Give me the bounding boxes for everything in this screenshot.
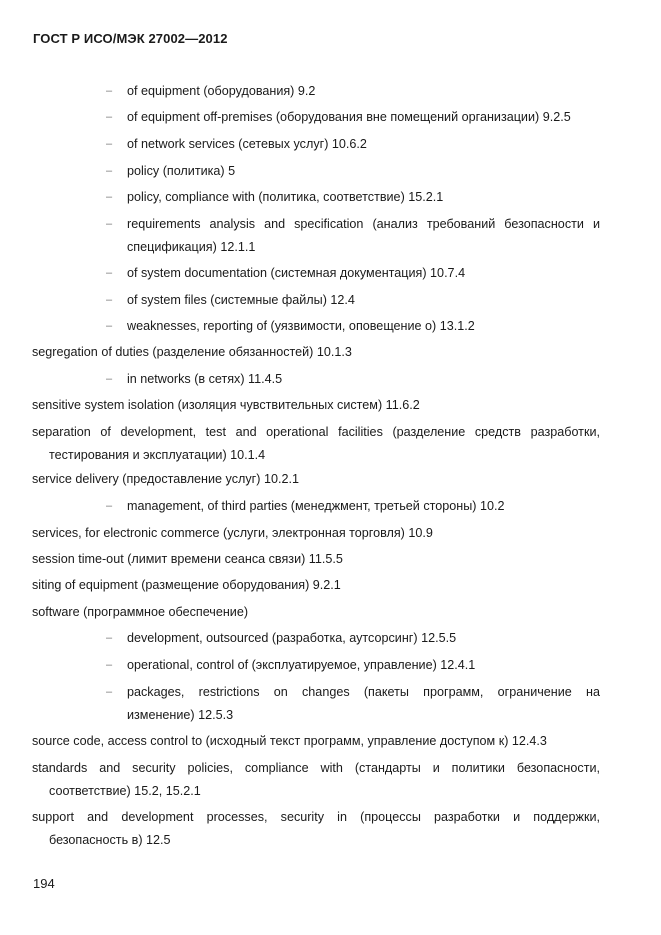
index-entry bbox=[32, 757, 600, 803]
index-entry bbox=[32, 341, 600, 364]
subentry-text: of equipment (оборудования) 9.2 bbox=[127, 84, 316, 98]
entry-text: separation of development, test and operational facilities (разделение средств разработки, bbox=[32, 425, 600, 439]
subentry-text-block bbox=[127, 654, 600, 677]
subentry-text-block bbox=[127, 186, 600, 209]
entry-continuation: тестирования и эксплуатации) 10.1.4 bbox=[49, 448, 266, 462]
dash-marker: – bbox=[106, 111, 113, 123]
dash-marker: – bbox=[106, 632, 113, 644]
subentry-text: policy, compliance with (политика, соответствие) 15.2.1 bbox=[127, 190, 444, 204]
subentry-text-block bbox=[127, 315, 600, 338]
entry-continuation: безопасность в) 12.5 bbox=[49, 833, 171, 847]
page-number: 194 bbox=[33, 876, 55, 891]
index-entry bbox=[32, 574, 600, 597]
index-entry bbox=[32, 548, 600, 571]
subentry-text-block bbox=[127, 289, 600, 312]
subentry-text: packages, restrictions on changes (пакеты программ, ограничение на bbox=[127, 685, 600, 699]
dash-marker: – bbox=[106, 294, 113, 306]
subentry-text-block bbox=[127, 213, 600, 259]
entry-text: software (программное обеспечение) bbox=[32, 605, 249, 619]
index-entry bbox=[32, 394, 600, 417]
entry-text: support and development processes, security in (процессы разработки и поддержки, bbox=[32, 810, 600, 824]
index-entry bbox=[32, 601, 600, 624]
subentry-text: in networks (в сетях) 11.4.5 bbox=[127, 372, 283, 386]
entry-text: standards and security policies, compliance with (стандарты и политики безопасности, bbox=[32, 761, 600, 775]
subentry-text: weaknesses, reporting of (уязвимости, оповещение о) 13.1.2 bbox=[127, 319, 475, 333]
subentry-text-block bbox=[127, 160, 600, 183]
subentry-text: development, outsourced (разработка, аутсорсинг) 12.5.5 bbox=[127, 631, 457, 645]
document-header: ГОСТ Р ИСО/МЭК 27002—2012 bbox=[33, 31, 228, 46]
subentry-text: policy (политика) 5 bbox=[127, 164, 236, 178]
dash-marker: – bbox=[106, 165, 113, 177]
dash-marker: – bbox=[106, 373, 113, 385]
entry-text: source code, access control to (исходный текст программ, управление доступом к) 12.4.3 bbox=[32, 734, 547, 748]
subentry-text-block bbox=[127, 106, 600, 129]
subentry-text-block bbox=[127, 368, 600, 391]
subentry-continuation: спецификация) 12.1.1 bbox=[127, 240, 256, 254]
dash-marker: – bbox=[106, 191, 113, 203]
subentry-text-block bbox=[127, 133, 600, 156]
subentry-text-block bbox=[127, 681, 600, 727]
dash-marker: – bbox=[106, 686, 113, 698]
entry-text: services, for electronic commerce (услуги, электронная торговля) 10.9 bbox=[32, 526, 433, 540]
entry-text: siting of equipment (размещение оборудования) 9.2.1 bbox=[32, 578, 341, 592]
subentry-text: operational, control of (эксплуатируемое, управление) 12.4.1 bbox=[127, 658, 476, 672]
subentry-text: of network services (сетевых услуг) 10.6.2 bbox=[127, 137, 367, 151]
index-entry bbox=[32, 522, 600, 545]
entry-continuation: соответствие) 15.2, 15.2.1 bbox=[49, 784, 201, 798]
dash-marker: – bbox=[106, 659, 113, 671]
subentry-text-block bbox=[127, 627, 600, 650]
dash-marker: – bbox=[106, 267, 113, 279]
entry-text: segregation of duties (разделение обязанностей) 10.1.3 bbox=[32, 345, 352, 359]
index-entry bbox=[32, 468, 600, 491]
subentry-text-block bbox=[127, 80, 600, 103]
dash-marker: – bbox=[106, 85, 113, 97]
dash-marker: – bbox=[106, 218, 113, 230]
index-entry bbox=[32, 730, 600, 753]
subentry-text-block bbox=[127, 262, 600, 285]
entry-text: service delivery (предоставление услуг) 10.2.1 bbox=[32, 472, 299, 486]
subentry-continuation: изменение) 12.5.3 bbox=[127, 708, 234, 722]
index-entry bbox=[32, 806, 600, 852]
entry-text: session time-out (лимит времени сеанса связи) 11.5.5 bbox=[32, 552, 343, 566]
subentry-text: of equipment off-premises (оборудования вне помещений организации) 9.2.5 bbox=[127, 110, 571, 124]
dash-marker: – bbox=[106, 320, 113, 332]
entry-text: sensitive system isolation (изоляция чувствительных систем) 11.6.2 bbox=[32, 398, 420, 412]
subentry-text: management, of third parties (менеджмент, третьей стороны) 10.2 bbox=[127, 499, 505, 513]
index-entry bbox=[32, 421, 600, 467]
subentry-text: of system documentation (системная документация) 10.7.4 bbox=[127, 266, 466, 280]
subentry-text-block bbox=[127, 495, 600, 518]
dash-marker: – bbox=[106, 500, 113, 512]
subentry-text: of system files (системные файлы) 12.4 bbox=[127, 293, 355, 307]
dash-marker: – bbox=[106, 138, 113, 150]
subentry-text: requirements analysis and specification (анализ требований безопасности и bbox=[127, 217, 600, 231]
